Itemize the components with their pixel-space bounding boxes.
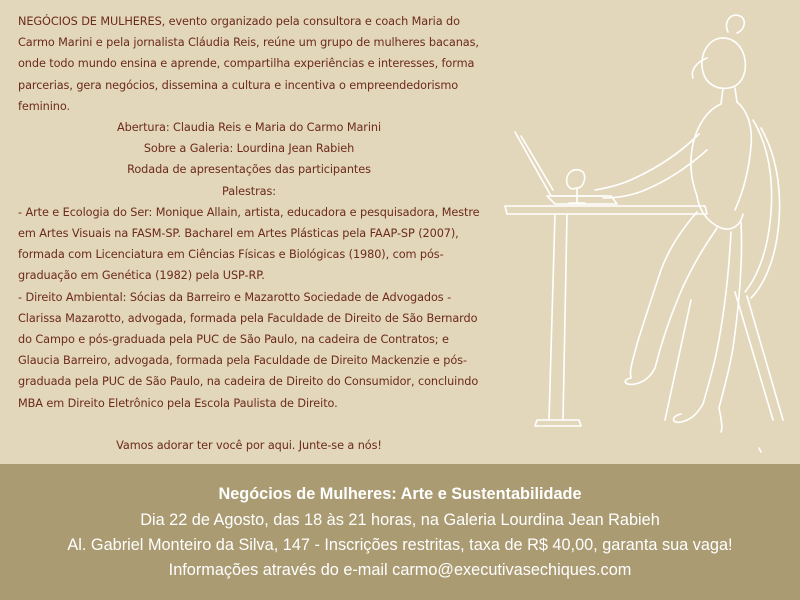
agenda-gallery: Sobre a Galeria: Lourdina Jean Rabieh	[143, 142, 355, 156]
talk-art-ecology: - Arte e Ecologia do Ser: Monique Allain, artista, educadora e pesquisadora, Mestre em Artes Visuais na FASM-SP. Bacharel em Artes Plásticas pela FAAP-SP (2007), formada com Licenciatura em Ciências Físicas e Biológicas (1980), com pós-graduação em Genética (1982) pela USP-RP.	[18, 205, 480, 283]
talk-environmental-law: - Direito Ambiental: Sócias da Barreiro e Mazarotto Sociedade de Advogados - Clarissa Mazarotto, advogada, formada pela Faculdade de Direito de São Bernardo do Campo e pós-graduada pela PUC de São Paulo, na cadeira de Contratos; e Glaucia Barreiro, advogada, formada pela Faculdade de Direito Mackenzie e pós-graduada pela PUC de São Paulo, na cadeira de Direito do Consumidor, concluindo MBA em Direito Eletrônico pela Escola Paulista de Direito.	[18, 290, 479, 410]
agenda-opening: Abertura: Claudia Reis e Maria do Carmo Marini	[117, 121, 381, 135]
intro-paragraph: NEGÓCIOS DE MULHERES, evento organizado pela consultora e coach Maria do Carmo Marini e pela jornalista Cláudia Reis, reúne um grupo de mulheres bacanas, onde todo mundo ensina e aprende, compartilha experiências e interesses, forma parcerias, gera negócios, dissemina a cultura e incentiva o empreendedorismo feminino.	[18, 15, 479, 113]
agenda-talks-heading: Palestras:	[222, 184, 276, 198]
closing-invitation: Vamos adorar ter você por aqui. Junte-se a nós!	[116, 438, 382, 452]
banner-address: Al. Gabriel Monteiro da Silva, 147 - Inscrições restritas, taxa de R$ 40,00, garanta sua vaga!	[67, 536, 733, 554]
banner-contact: Informações através do e-mail carmo@executivasechiques.com	[168, 561, 632, 579]
woman-at-laptop-illustration	[485, 0, 800, 460]
event-info-banner	[0, 464, 800, 600]
banner-title: Negócios de Mulheres: Arte e Sustentabilidade	[218, 485, 582, 503]
event-description	[18, 11, 480, 456]
agenda-introductions: Rodada de apresentações das participantes	[127, 163, 371, 177]
banner-date: Dia 22 de Agosto, das 18 às 21 horas, na Galeria Lourdina Jean Rabieh	[140, 511, 660, 529]
